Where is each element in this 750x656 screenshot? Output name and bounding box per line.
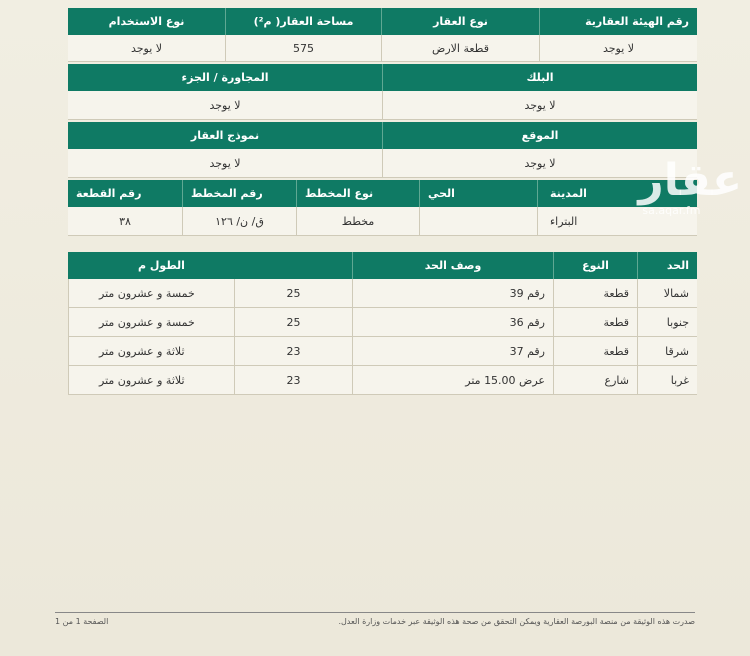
value-usage-type: لا يوجد bbox=[130, 41, 163, 55]
boundary-type: شارع bbox=[553, 366, 637, 394]
document-footer bbox=[55, 612, 695, 626]
value-parcel-number: ٣٨ bbox=[119, 214, 131, 228]
header-plan-type: نوع المخطط bbox=[296, 180, 419, 207]
header-boundary-type: النوع bbox=[553, 252, 637, 279]
boundary-length: 25 bbox=[234, 308, 352, 336]
header-city: المدينة bbox=[537, 180, 697, 207]
footer-page-number: الصفحة 1 من 1 bbox=[55, 617, 109, 626]
watermark-domain: sa.aqar.fm bbox=[642, 204, 701, 217]
location-header-row bbox=[68, 122, 697, 149]
table-row bbox=[68, 337, 697, 366]
footer-divider bbox=[55, 612, 695, 613]
table-row bbox=[68, 366, 697, 395]
plan-header-row bbox=[68, 180, 697, 207]
value-property-type: قطعة الارض bbox=[381, 35, 539, 61]
boundary-description: رقم 39 bbox=[352, 279, 553, 307]
header-district: الحي bbox=[419, 180, 537, 207]
plan-value-row bbox=[68, 207, 697, 236]
boundary-direction: شمالا bbox=[637, 279, 697, 307]
value-property-area: 575 bbox=[225, 35, 381, 61]
boundaries-header-row bbox=[68, 252, 697, 279]
property-table bbox=[68, 8, 697, 62]
block-value-row bbox=[68, 91, 697, 120]
header-boundary-description: وصف الحد bbox=[352, 252, 553, 279]
header-length: الطول م bbox=[138, 259, 185, 272]
value-property-model: لا يوجد bbox=[209, 156, 241, 170]
aqar-watermark bbox=[638, 155, 742, 217]
boundaries-body bbox=[68, 279, 697, 395]
footer-note: صدرت هذه الوثيقة من منصة البورصة العقارية ويمكن التحقق من صحة هذه الوثيقة عبر خدمات وزارة العدل. bbox=[338, 617, 695, 626]
header-parcel-number: رقم القطعة bbox=[76, 187, 142, 200]
table-row bbox=[68, 279, 697, 308]
value-block: لا يوجد bbox=[382, 91, 697, 119]
table-row bbox=[68, 308, 697, 337]
value-plan-type: مخطط bbox=[296, 207, 419, 235]
header-location: الموقع bbox=[382, 122, 697, 149]
value-location: لا يوجد bbox=[382, 149, 697, 177]
header-usage-type: نوع الاستخدام bbox=[108, 15, 185, 28]
header-block: البلك bbox=[382, 64, 697, 91]
block-table bbox=[68, 64, 697, 120]
value-plan-number: ق/ ن/ ١٢٦ bbox=[182, 207, 296, 235]
location-table bbox=[68, 122, 697, 178]
boundary-type: قطعة bbox=[553, 308, 637, 336]
property-value-row bbox=[68, 35, 697, 62]
boundary-direction: جنوبا bbox=[637, 308, 697, 336]
header-boundary: الحد bbox=[637, 252, 697, 279]
boundary-length: 23 bbox=[234, 366, 352, 394]
boundary-description: رقم 37 bbox=[352, 337, 553, 365]
boundary-direction: غربا bbox=[637, 366, 697, 394]
plan-table bbox=[68, 180, 697, 236]
value-district bbox=[419, 207, 537, 235]
boundary-length-words: خمسة و عشرون متر bbox=[68, 308, 234, 336]
header-real-estate-id: رقم الهيئة العقارية bbox=[539, 8, 697, 35]
property-header-row bbox=[68, 8, 697, 35]
header-property-model: نموذج العقار bbox=[190, 129, 260, 142]
boundary-description: رقم 36 bbox=[352, 308, 553, 336]
watermark-brand: عقار bbox=[638, 155, 742, 206]
value-neighborhood-part: لا يوجد bbox=[209, 98, 241, 112]
boundary-length-words: خمسة و عشرون متر bbox=[68, 279, 234, 307]
block-header-row bbox=[68, 64, 697, 91]
location-value-row bbox=[68, 149, 697, 178]
boundary-length: 23 bbox=[234, 337, 352, 365]
boundary-length: 25 bbox=[234, 279, 352, 307]
header-property-area: مساحة العقار( م²) bbox=[225, 8, 381, 35]
boundary-direction: شرقا bbox=[637, 337, 697, 365]
header-property-type: نوع العقار bbox=[381, 8, 539, 35]
boundary-type: قطعة bbox=[553, 337, 637, 365]
boundaries-table bbox=[68, 252, 697, 395]
boundary-length-words: ثلاثة و عشرون متر bbox=[68, 337, 234, 365]
header-neighborhood-part: المجاورة / الجزء bbox=[181, 71, 269, 84]
header-plan-number: رقم المخطط bbox=[182, 180, 296, 207]
boundary-length-words: ثلاثة و عشرون متر bbox=[68, 366, 234, 394]
value-city: البتراء bbox=[537, 207, 697, 235]
boundary-description: عرض 15.00 متر bbox=[352, 366, 553, 394]
value-real-estate-id: لا يوجد bbox=[539, 35, 697, 61]
boundary-type: قطعة bbox=[553, 279, 637, 307]
